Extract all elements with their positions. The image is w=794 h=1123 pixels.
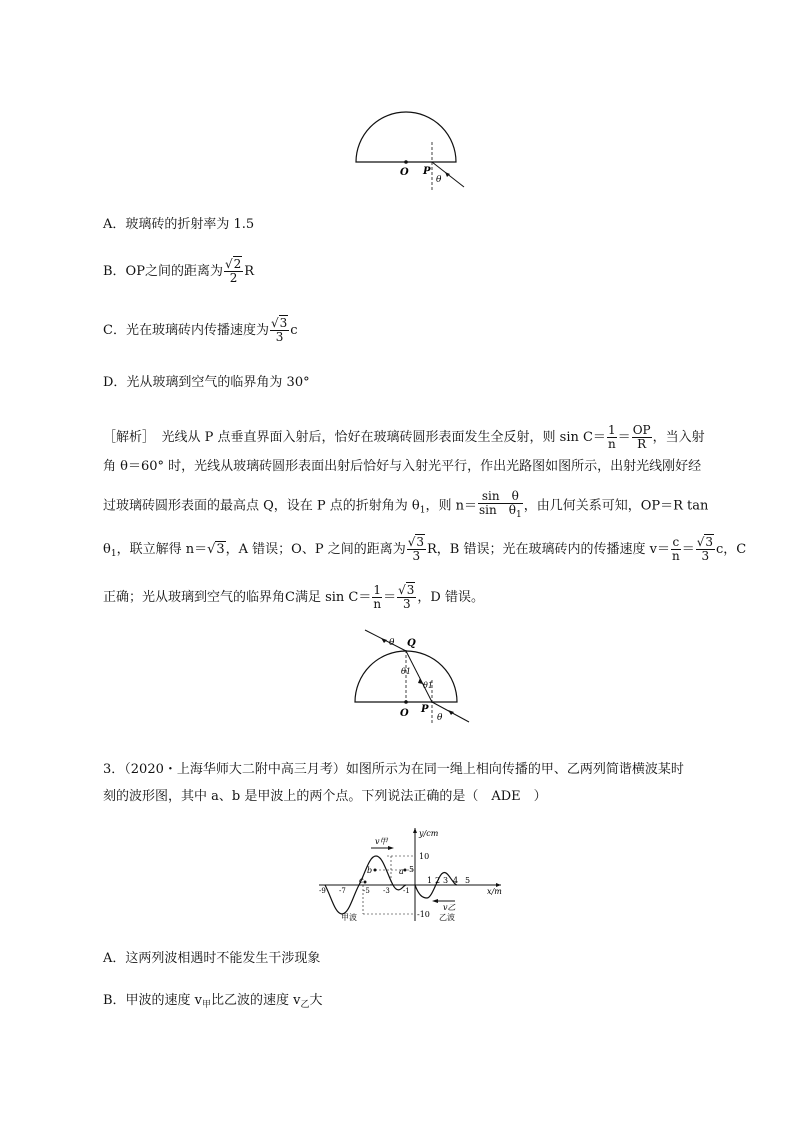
label-yi-wave: 乙波 bbox=[439, 913, 455, 922]
figure-light-path bbox=[345, 628, 475, 724]
label-theta: θ bbox=[436, 175, 442, 185]
y-tick-minus-10: -10 bbox=[417, 910, 430, 919]
x-tick-5: 5 bbox=[465, 876, 471, 885]
option-c: C．光在玻璃砖内传播速度为 $\frac{√3}{3}$ c bbox=[103, 316, 298, 344]
label-P: P bbox=[421, 704, 429, 715]
x-tick-minus-3: -3 bbox=[383, 887, 390, 895]
option-a: A．玻璃砖的折射率为 1.5 bbox=[103, 217, 255, 232]
q3-option-a: A．这两列波相遇时不能发生干涉现象 bbox=[103, 951, 321, 966]
label-theta-bottom: θ bbox=[437, 713, 443, 723]
option-b: B．OP之间的距离为 $\frac{√2}{2}$ R bbox=[103, 257, 255, 285]
analysis-line-2: 角 θ＝60° 时，光线从玻璃砖圆形表面出射后恰好与入射光平行，作出光路图如图所示，出射光线刚好经 bbox=[103, 459, 702, 474]
analysis-line-4: $\theta_1$，联立解得 n＝√3，A 错误；O、P 之间的距离为 $\frac{√3}{3}$ R，B 错误；光在玻璃砖内的传播速度 v＝ $\frac{c}{n}$ ＝ $\frac{√3}{3}$ c，C bbox=[103, 535, 747, 563]
analysis-line-1: ［解析］ 光线从 P 点垂直界面入射后，恰好在玻璃砖圆形表面发生全反射，则 sin C＝ $\frac{1}{n}$ ＝ $\frac{OP}{R}$ ，当入射 bbox=[103, 423, 705, 451]
x-tick-4: 4 bbox=[453, 876, 459, 885]
x-tick-minus-1: -1 bbox=[403, 887, 410, 895]
analysis-line-5: 正确；光从玻璃到空气的临界角C满足 sin C＝ $\frac{1}{n}$ ＝ $\frac{√3}{3}$ ，D 错误。 bbox=[103, 583, 484, 611]
point-b: b bbox=[367, 866, 373, 875]
x-tick-minus-9: -9 bbox=[319, 887, 326, 895]
x-axis-label: x/m bbox=[487, 887, 502, 896]
label-theta-top: θ bbox=[389, 638, 395, 648]
label-O: O bbox=[400, 167, 409, 178]
y-axis-label: y/cm bbox=[419, 829, 439, 838]
x-tick-minus-7: -7 bbox=[339, 887, 346, 895]
q3-stem-line-1: 3．（2020・上海华师大二附中高三月考）如图所示为在同一绳上相向传播的甲、乙两列简谐横波某时 bbox=[103, 762, 684, 777]
x-tick-3: 3 bbox=[443, 876, 449, 885]
y-tick-5: 5 bbox=[409, 865, 415, 874]
label-P: P bbox=[423, 166, 431, 177]
label-theta1-top: θ1 bbox=[401, 667, 411, 676]
x-tick-2: 2 bbox=[435, 876, 441, 885]
point-c: c bbox=[359, 876, 364, 885]
label-theta1-mid: θ1 bbox=[423, 681, 433, 690]
x-tick-minus-5: -5 bbox=[363, 887, 370, 895]
y-tick-10: 10 bbox=[419, 852, 430, 861]
x-tick-1: 1 bbox=[427, 876, 433, 885]
label-Q: Q bbox=[407, 638, 416, 649]
label-O: O bbox=[400, 708, 409, 719]
v-jia-label: v甲 bbox=[375, 837, 388, 846]
analysis-line-3: 过玻璃砖圆形表面的最高点 Q，设在 P 点的折射角为 $\theta_1$，则 n＝ $\frac{\text{sin θ}}{\sin \theta_1}$ ，由几何关系可知，OP＝R tan bbox=[103, 489, 709, 520]
point-a: a bbox=[399, 867, 404, 876]
q3-stem-line-2: 刻的波形图，其中 a、b 是甲波上的两个点。下列说法正确的是（ ADE ） bbox=[103, 789, 547, 804]
label-jia-wave: 甲波 bbox=[341, 913, 357, 922]
figure-semicircle bbox=[350, 108, 470, 190]
q3-option-b: B．甲波的速度 $v_甲$比乙波的速度 $v_乙$大 bbox=[103, 993, 323, 1010]
option-d: D．光从玻璃到空气的临界角为 30° bbox=[103, 375, 310, 390]
v-yi-label: v乙 bbox=[443, 903, 456, 912]
figure-waves bbox=[315, 826, 505, 922]
